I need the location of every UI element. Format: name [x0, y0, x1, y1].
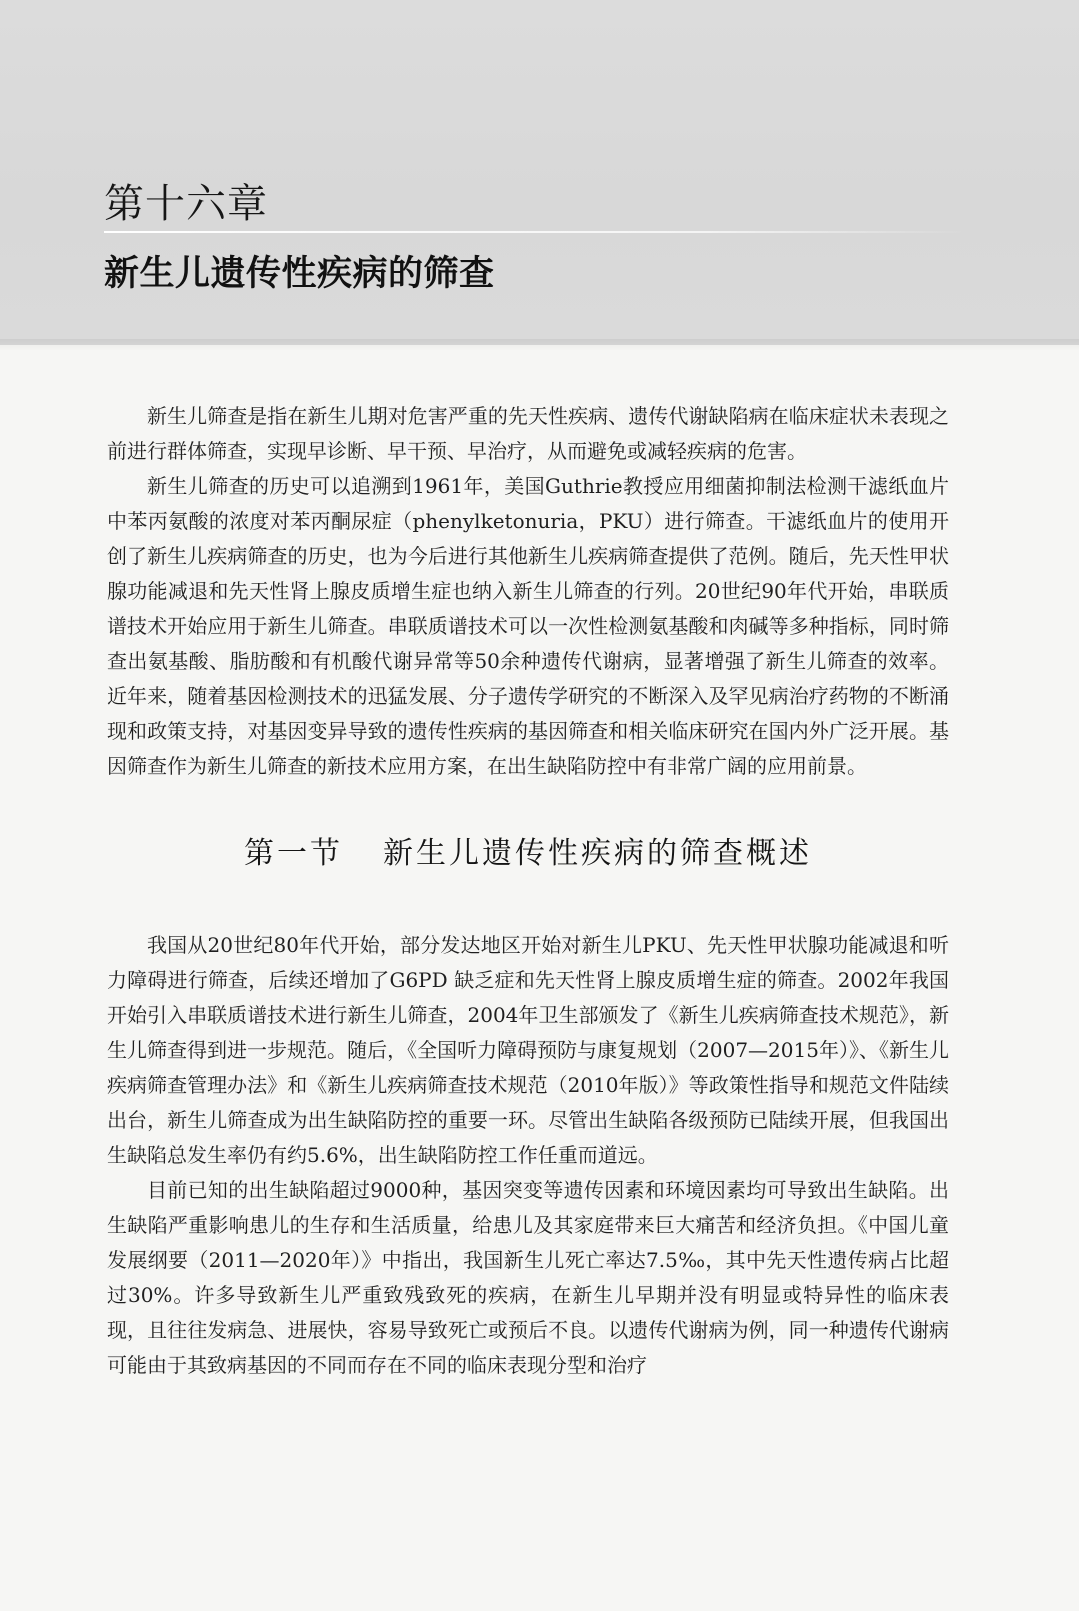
intro-paragraph-2: 新生儿筛查的历史可以追溯到1961年，美国Guthrie教授应用细菌抑制法检测干滤纸血片中苯丙氨酸的浓度对苯丙酮尿症（phenylketonuria，PKU）进行筛查。干滤纸血片的使用开创了新生儿疾病筛查的历史，也为今后进行其他新生儿疾病筛查提供了范例。随后，先天性甲状腺功能减退和先天性肾上腺皮质增生症也纳入新生儿筛查的行列。20世纪90年代开始，串联质谱技术开始应用于新生儿筛查。串联质谱技术可以一次性检测氨基酸和肉碱等多种指标，同时筛查出氨基酸、脂肪酸和有机酸代谢异常等50余种遗传代谢病，显著增强了新生儿筛查的效率。近年来，随着基因检测技术的迅猛发展、分子遗传学研究的不断深入及罕见病治疗药物的不断涌现和政策支持，对基因变异导致的遗传性疾病的基因筛查和相关临床研究在国内外广泛开展。基因筛查作为新生儿筛查的新技术应用方案，在出生缺陷防控中有非常广阔的应用前景。: [107, 474, 949, 778]
section-paragraph-1: 我国从20世纪80年代开始，部分发达地区开始对新生儿PKU、先天性甲状腺功能减退和听力障碍进行筛查，后续还增加了G6PD 缺乏症和先天性肾上腺皮质增生症的筛查。2002年我国开始引入串联质谱技术进行新生儿筛查，2004年卫生部颁发了《新生儿疾病筛查技术规范》，新生儿筛查得到进一步规范。随后，《全国听力障碍预防与康复规划（2007—2015年）》、《新生儿疾病筛查管理办法》和《新生儿疾病筛查技术规范（2010年版）》等政策性指导和规范文件陆续出台，新生儿筛查成为出生缺陷防控的重要一环。尽管出生缺陷各级预防已陆续开展，但我国出生缺陷总发生率仍有约5.6%，出生缺陷防控工作任重而道远。: [107, 933, 949, 1167]
page-body: [107, 399, 949, 1383]
section-heading: [107, 828, 949, 872]
chapter-title: 新生儿遗传性疾病的筛查: [104, 254, 495, 294]
chapter-number: 第十六章: [104, 181, 268, 227]
chapter-divider: [104, 231, 964, 233]
section-number: 第一节: [244, 836, 343, 871]
intro-paragraph-1: 新生儿筛查是指在新生儿期对危害严重的先天性疾病、遗传代谢缺陷病在临床症状未表现之前进行群体筛查，实现早诊断、早干预、早治疗，从而避免或减轻疾病的危害。: [107, 404, 949, 463]
section-title: 新生儿遗传性疾病的筛查概述: [383, 836, 812, 871]
section-paragraph-2: 目前已知的出生缺陷超过9000种，基因突变等遗传因素和环境因素均可导致出生缺陷。出生缺陷严重影响患儿的生存和生活质量，给患儿及其家庭带来巨大痛苦和经济负担。《中国儿童发展纲要（2011—2020年）》中指出，我国新生儿死亡率达7.5‰，其中先天性遗传病占比超过30%。许多导致新生儿严重致残致死的疾病，在新生儿早期并没有明显或特异性的临床表现，且往往发病急、进展快，容易导致死亡或预后不良。以遗传代谢病为例，同一种遗传代谢病可能由于其致病基因的不同而存在不同的临床表现分型和治疗: [107, 1178, 949, 1377]
